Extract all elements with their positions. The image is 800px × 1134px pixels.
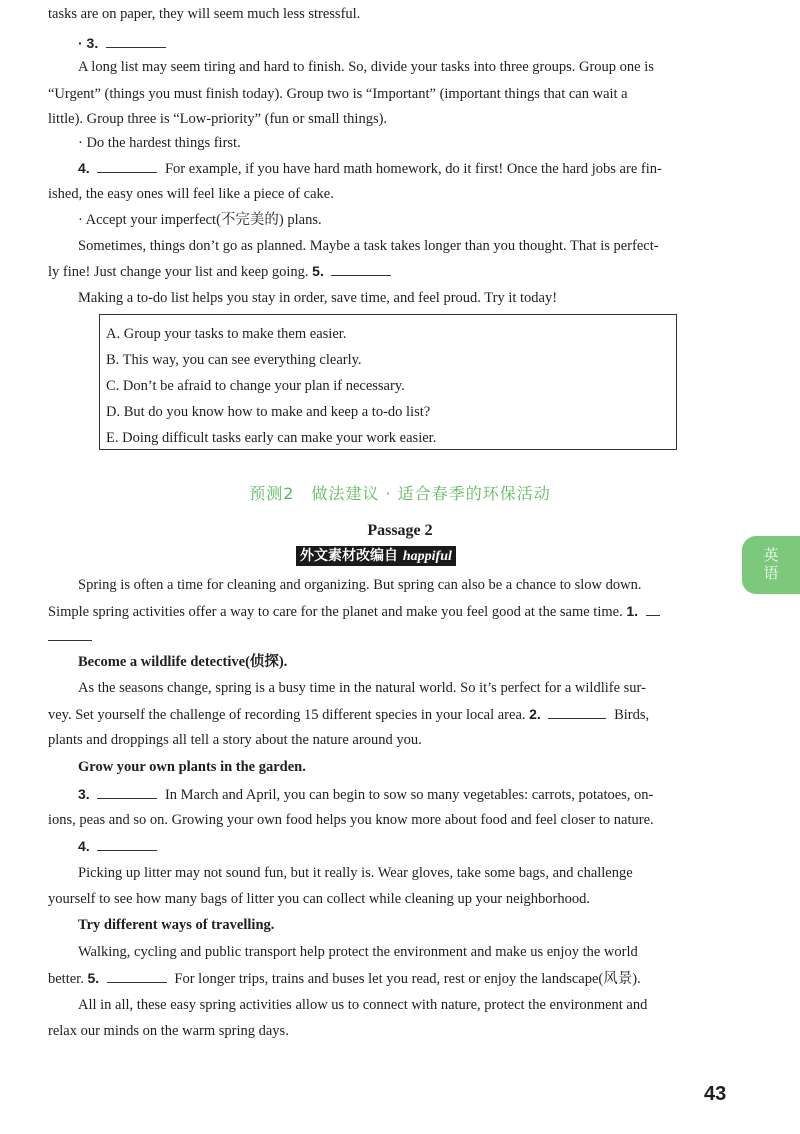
text-line: As the seasons change, spring is a busy time in the natural world. So it’s perfect for a wildlife sur- — [78, 680, 646, 696]
text-line: All in all, these easy spring activities allow us to connect with nature, protect the environment and — [78, 997, 648, 1013]
text-span: Simple spring activities offer a way to care for the planet and make you feel good at the same time. — [48, 604, 623, 620]
text-line: Spring is often a time for cleaning and organizing. But spring can also be a chance to slow down. — [78, 577, 642, 593]
question-number: · 3. — [78, 35, 99, 51]
option-d: D. But do you know how to make and keep a to-do list? — [106, 404, 431, 420]
text-line: tasks are on paper, they will seem much less stressful. — [48, 6, 361, 22]
answer-blank-3b[interactable] — [97, 784, 157, 799]
text-line: “Urgent” (things you must finish today). Group two is “Important” (important things that can wait a — [48, 86, 628, 102]
option-a: A. Group your tasks to make them easier. — [106, 326, 347, 342]
text-span: For longer trips, trains and buses let you read, rest or enjoy the landscape(风景). — [174, 971, 641, 987]
option-b: B. This way, you can see everything clearly. — [106, 352, 362, 368]
section-title: 预测2 做法建议 · 适合春季的环保活动 — [249, 484, 551, 503]
text-line: relax our minds on the warm spring days. — [48, 1023, 289, 1039]
blank-continuation — [48, 626, 734, 647]
bullet-heading: · Accept your imperfect(不完美的) plans. — [78, 212, 322, 228]
question-2-line — [48, 704, 734, 725]
text-line: Making a to-do list helps you stay in order, save time, and feel proud. Try it today! — [78, 290, 558, 306]
question-5b-line — [48, 968, 734, 989]
question-3-line — [78, 33, 734, 54]
question-number: 4. — [78, 160, 90, 176]
option-c: C. Don’t be afraid to change your plan if necessary. — [106, 378, 405, 394]
source-name: happiful — [402, 549, 452, 564]
question-4-line — [78, 158, 734, 179]
text-line: Walking, cycling and public transport help protect the environment and make us enjoy the world — [78, 944, 638, 960]
question-number: 1. — [626, 603, 639, 619]
answer-blank-4b[interactable] — [97, 836, 157, 851]
subheading-travelling: Try different ways of travelling. — [78, 917, 275, 933]
text-span: In March and April, you can begin to sow so many vegetables: carrots, potatoes, on- — [164, 787, 654, 803]
source-prefix: 外文素材改编自 — [300, 548, 398, 564]
page-number: 43 — [704, 1083, 727, 1105]
option-e: E. Doing difficult tasks early can make your work easier. — [106, 430, 437, 446]
side-tab-char: 英 — [763, 546, 779, 564]
question-1-line — [48, 601, 734, 622]
text-line: little). Group three is “Low-priority” (fun or small things). — [48, 111, 388, 127]
text-line: ished, the easy ones will feel like a piece of cake. — [48, 186, 334, 202]
subheading-garden: Grow your own plants in the garden. — [78, 759, 306, 775]
subject-side-tab — [742, 536, 800, 594]
text-line: plants and droppings all tell a story about the nature around you. — [48, 732, 422, 748]
text-span: Birds, — [614, 707, 650, 723]
answer-blank-4[interactable] — [97, 158, 157, 173]
answer-blank-3[interactable] — [106, 33, 166, 48]
question-4b-line — [78, 836, 734, 857]
subheading-wildlife: Become a wildlife detective(侦探). — [78, 654, 288, 670]
passage-title: Passage 2 — [367, 522, 433, 539]
text-line: Sometimes, things don’t go as planned. Maybe a task takes longer than you thought. That is perfect- — [78, 238, 659, 254]
question-number: 5. — [312, 263, 324, 279]
answer-blank-5[interactable] — [331, 261, 391, 276]
answer-blank-2[interactable] — [548, 704, 606, 719]
question-5-line — [48, 261, 734, 282]
bullet-heading: · Do the hardest things first. — [78, 135, 241, 151]
side-tab-char: 语 — [763, 564, 779, 582]
text-span: better. — [48, 971, 84, 987]
text-line: ions, peas and so on. Growing your own food helps you know more about food and feel closer to nature. — [48, 812, 654, 828]
text-line: A long list may seem tiring and hard to finish. So, divide your tasks into three groups. Group one is — [78, 59, 654, 75]
text-span: vey. Set yourself the challenge of recording 15 different species in your local area. — [48, 707, 526, 723]
text-span: ly fine! Just change your list and keep going. — [48, 264, 309, 280]
answer-blank-5b[interactable] — [107, 968, 167, 983]
answer-blank-1-cont[interactable] — [48, 626, 92, 641]
question-number: 3. — [78, 786, 90, 802]
text-line: yourself to see how many bags of litter you can collect while cleaning up your neighborhood. — [48, 891, 590, 907]
question-number: 5. — [87, 970, 100, 986]
options-box — [99, 314, 677, 450]
question-number: 2. — [529, 706, 541, 722]
text-line: Picking up litter may not sound fun, but it really is. Wear gloves, take some bags, and challenge — [78, 865, 633, 881]
text-span: For example, if you have hard math homework, do it first! Once the hard jobs are fin- — [164, 161, 662, 177]
answer-blank-1[interactable] — [646, 601, 660, 616]
source-label — [296, 546, 456, 566]
question-number: 4. — [78, 838, 90, 854]
question-3b-line — [78, 784, 734, 805]
